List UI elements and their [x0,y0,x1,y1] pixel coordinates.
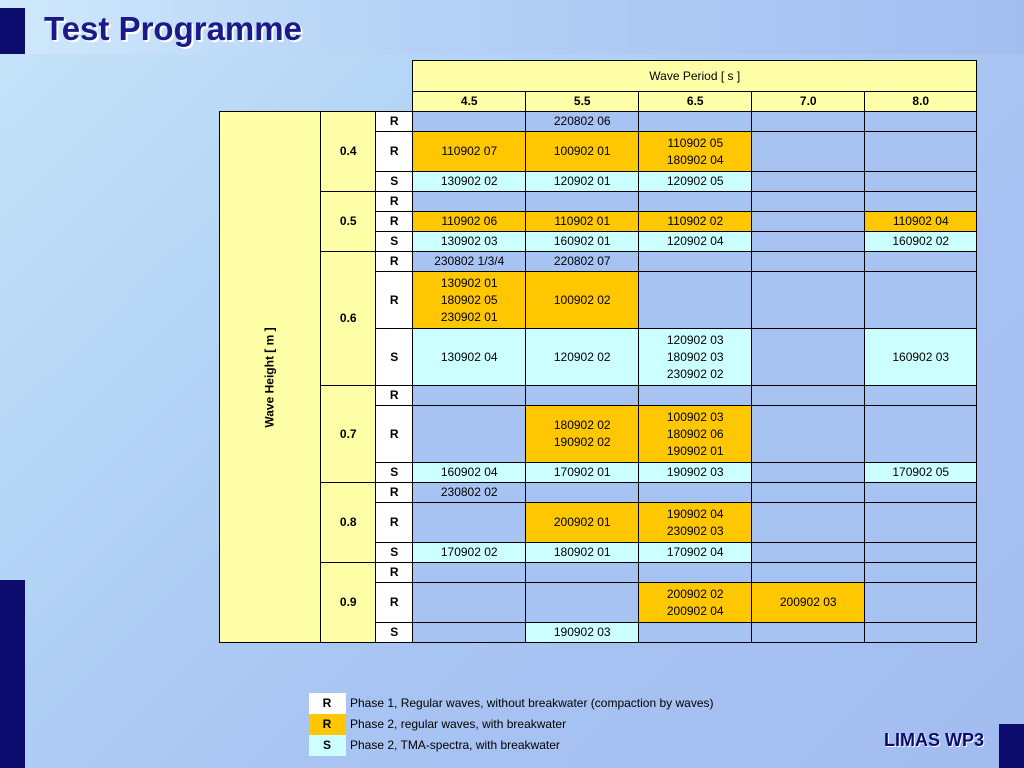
test-id: 100902 03 [666,409,724,424]
test-cell [865,112,977,132]
phase-marker: R [376,563,413,583]
test-id: 120902 01 [553,174,611,188]
test-cell [865,272,977,329]
test-cell [639,172,752,192]
phase-marker: R [376,132,413,172]
test-id: 190902 03 [553,625,611,639]
phase-marker: S [376,543,413,563]
legend-text: Phase 1, Regular waves, without breakwater (compaction by waves) [350,696,714,710]
test-id: 160902 04 [440,465,498,479]
phase-marker: S [376,623,413,643]
height-label: 0.5 [321,192,376,252]
test-cell [526,329,639,386]
legend [308,692,715,756]
test-cell [639,503,752,543]
decor-block-bottom [0,580,25,768]
phase-marker: R [376,112,413,132]
height-label: 0.4 [321,112,376,192]
test-id: 230802 1/3/4 [434,254,505,268]
test-cell [752,252,865,272]
test-cell [752,386,865,406]
test-id: 170902 02 [440,545,498,559]
test-cell [526,543,639,563]
test-id: 230902 02 [666,366,724,381]
test-cell [413,212,526,232]
height-axis-header [220,112,321,643]
test-cell [865,386,977,406]
test-cell [865,252,977,272]
phase-marker: S [376,463,413,483]
test-cell [752,329,865,386]
test-cell [752,583,865,623]
test-id: 120902 04 [666,234,724,248]
test-id: 130902 03 [440,234,498,248]
legend-text: Phase 2, TMA-spectra, with breakwater [350,738,560,752]
test-cell [752,212,865,232]
header-row [220,61,977,92]
test-cell [526,463,639,483]
corner-space [220,61,413,92]
phase-marker: R [376,252,413,272]
test-id: 130902 04 [440,349,498,364]
test-cell [865,503,977,543]
test-cell [413,112,526,132]
test-cell [639,543,752,563]
test-cell [865,212,977,232]
test-id: 120902 05 [666,174,724,188]
test-cell [752,563,865,583]
test-cell [526,623,639,643]
test-cell [413,132,526,172]
test-programme-table [219,60,977,643]
test-cell [413,329,526,386]
test-id: 180902 04 [666,152,724,167]
test-id: 160902 03 [892,349,950,364]
test-cell [413,583,526,623]
test-id: 190902 04 [666,506,724,521]
legend-item [309,735,715,756]
table-row [220,252,977,272]
test-cell [639,583,752,623]
test-cell [526,172,639,192]
test-id: 230902 03 [666,523,724,538]
legend-key: R [309,693,346,714]
decor-block-right [999,724,1024,768]
period-header: 8.0 [865,92,977,112]
test-cell [526,386,639,406]
test-cell [865,329,977,386]
test-id: 190902 03 [666,465,724,479]
test-cell [413,252,526,272]
test-cell [865,132,977,172]
test-id: 120902 03 [666,332,724,347]
test-id: 110902 01 [554,214,611,228]
test-id: 170902 04 [666,545,724,559]
legend-item [309,693,715,714]
test-cell [413,463,526,483]
test-cell [413,503,526,543]
phase-marker: S [376,329,413,386]
test-cell [413,623,526,643]
test-cell [413,172,526,192]
test-cell [413,406,526,463]
test-cell [639,386,752,406]
test-cell [639,132,752,172]
test-id: 220802 06 [553,114,611,128]
height-label: 0.7 [321,386,376,483]
phase-marker: R [376,503,413,543]
test-cell [526,406,639,463]
test-cell [413,232,526,252]
test-cell [752,132,865,172]
phase-marker: R [376,192,413,212]
table-row [220,386,977,406]
test-id: 180902 05 [440,292,498,307]
test-cell [639,623,752,643]
test-cell [752,543,865,563]
table-row [220,112,977,132]
test-cell [865,563,977,583]
height-axis-label: Wave Height [ m ] [262,326,277,428]
test-id: 110902 05 [667,135,724,150]
test-cell [752,463,865,483]
test-cell [526,583,639,623]
test-cell [752,172,865,192]
test-cell [526,192,639,212]
test-cell [639,483,752,503]
test-id: 200902 03 [779,595,837,609]
test-cell [639,463,752,483]
test-cell [639,329,752,386]
test-cell [413,543,526,563]
test-cell [413,483,526,503]
period-axis-header: Wave Period [ s ] [413,61,977,92]
legend-item [309,714,715,735]
test-id: 200902 01 [553,515,611,529]
test-cell [639,563,752,583]
test-cell [639,406,752,463]
test-cell [639,272,752,329]
height-label: 0.6 [321,252,376,386]
test-cell [865,406,977,463]
page-title: Test Programme [44,10,302,47]
test-cell [865,483,977,503]
test-cell [526,272,639,329]
legend-text: Phase 2, regular waves, with breakwater [350,717,567,731]
test-id: 170902 05 [892,465,950,479]
test-id: 180902 03 [666,349,724,364]
test-id: 200902 02 [666,586,724,601]
legend-key: S [309,735,346,756]
phase-marker: S [376,172,413,192]
period-header: 6.5 [639,92,752,112]
test-id: 180902 01 [553,545,611,559]
decor-block-top [0,8,25,54]
period-row [220,92,977,112]
test-cell [526,132,639,172]
test-id: 130902 01 [440,275,498,290]
phase-marker: R [376,583,413,623]
test-id: 190902 01 [666,443,724,458]
test-cell [865,623,977,643]
test-id: 230902 01 [440,309,498,324]
test-cell [526,112,639,132]
phase-marker: R [376,483,413,503]
test-cell [752,406,865,463]
table-row [220,192,977,212]
test-id: 220802 07 [553,254,611,268]
test-id: 120902 02 [553,349,611,364]
phase-marker: R [376,386,413,406]
test-id: 230802 02 [440,485,498,499]
test-cell [639,112,752,132]
phase-marker: S [376,232,413,252]
test-cell [865,232,977,252]
test-id: 160902 02 [892,234,950,248]
test-cell [752,112,865,132]
height-label: 0.8 [321,483,376,563]
brand-label: LIMAS WP3 [883,730,984,750]
test-cell [639,252,752,272]
test-cell [413,192,526,212]
period-header: 5.5 [526,92,639,112]
test-cell [865,543,977,563]
test-cell [865,192,977,212]
test-id: 190902 02 [553,435,611,449]
test-cell [413,272,526,329]
test-cell [865,583,977,623]
test-cell [752,623,865,643]
table-row [220,563,977,583]
test-id: 110902 04 [892,214,949,228]
test-cell [526,483,639,503]
test-id: 180902 02 [553,418,611,432]
test-id: 200902 04 [666,603,724,618]
test-id: 110902 07 [441,144,498,158]
test-id: 170902 01 [553,465,611,479]
test-id: 180902 06 [666,426,724,441]
test-cell [413,386,526,406]
test-cell [639,232,752,252]
test-cell [752,483,865,503]
period-header: 7.0 [752,92,865,112]
test-cell [526,232,639,252]
corner-space [220,92,413,112]
table-row [220,483,977,503]
test-id: 110902 06 [441,214,498,228]
test-cell [865,172,977,192]
period-header: 4.5 [413,92,526,112]
test-cell [752,192,865,212]
test-cell [413,563,526,583]
phase-marker: R [376,406,413,463]
phase-marker: R [376,212,413,232]
test-id: 100902 02 [553,292,611,307]
test-cell [752,232,865,252]
test-cell [526,212,639,232]
test-cell [865,463,977,483]
test-cell [639,192,752,212]
test-id: 110902 02 [667,214,724,228]
test-cell [526,252,639,272]
test-cell [639,212,752,232]
phase-marker: R [376,272,413,329]
legend-key: R [309,714,346,735]
test-cell [752,272,865,329]
test-id: 160902 01 [553,234,611,248]
test-id: 130902 02 [440,174,498,188]
test-cell [526,503,639,543]
test-id: 100902 01 [553,144,611,158]
test-cell [526,563,639,583]
test-cell [752,503,865,543]
height-label: 0.9 [321,563,376,643]
